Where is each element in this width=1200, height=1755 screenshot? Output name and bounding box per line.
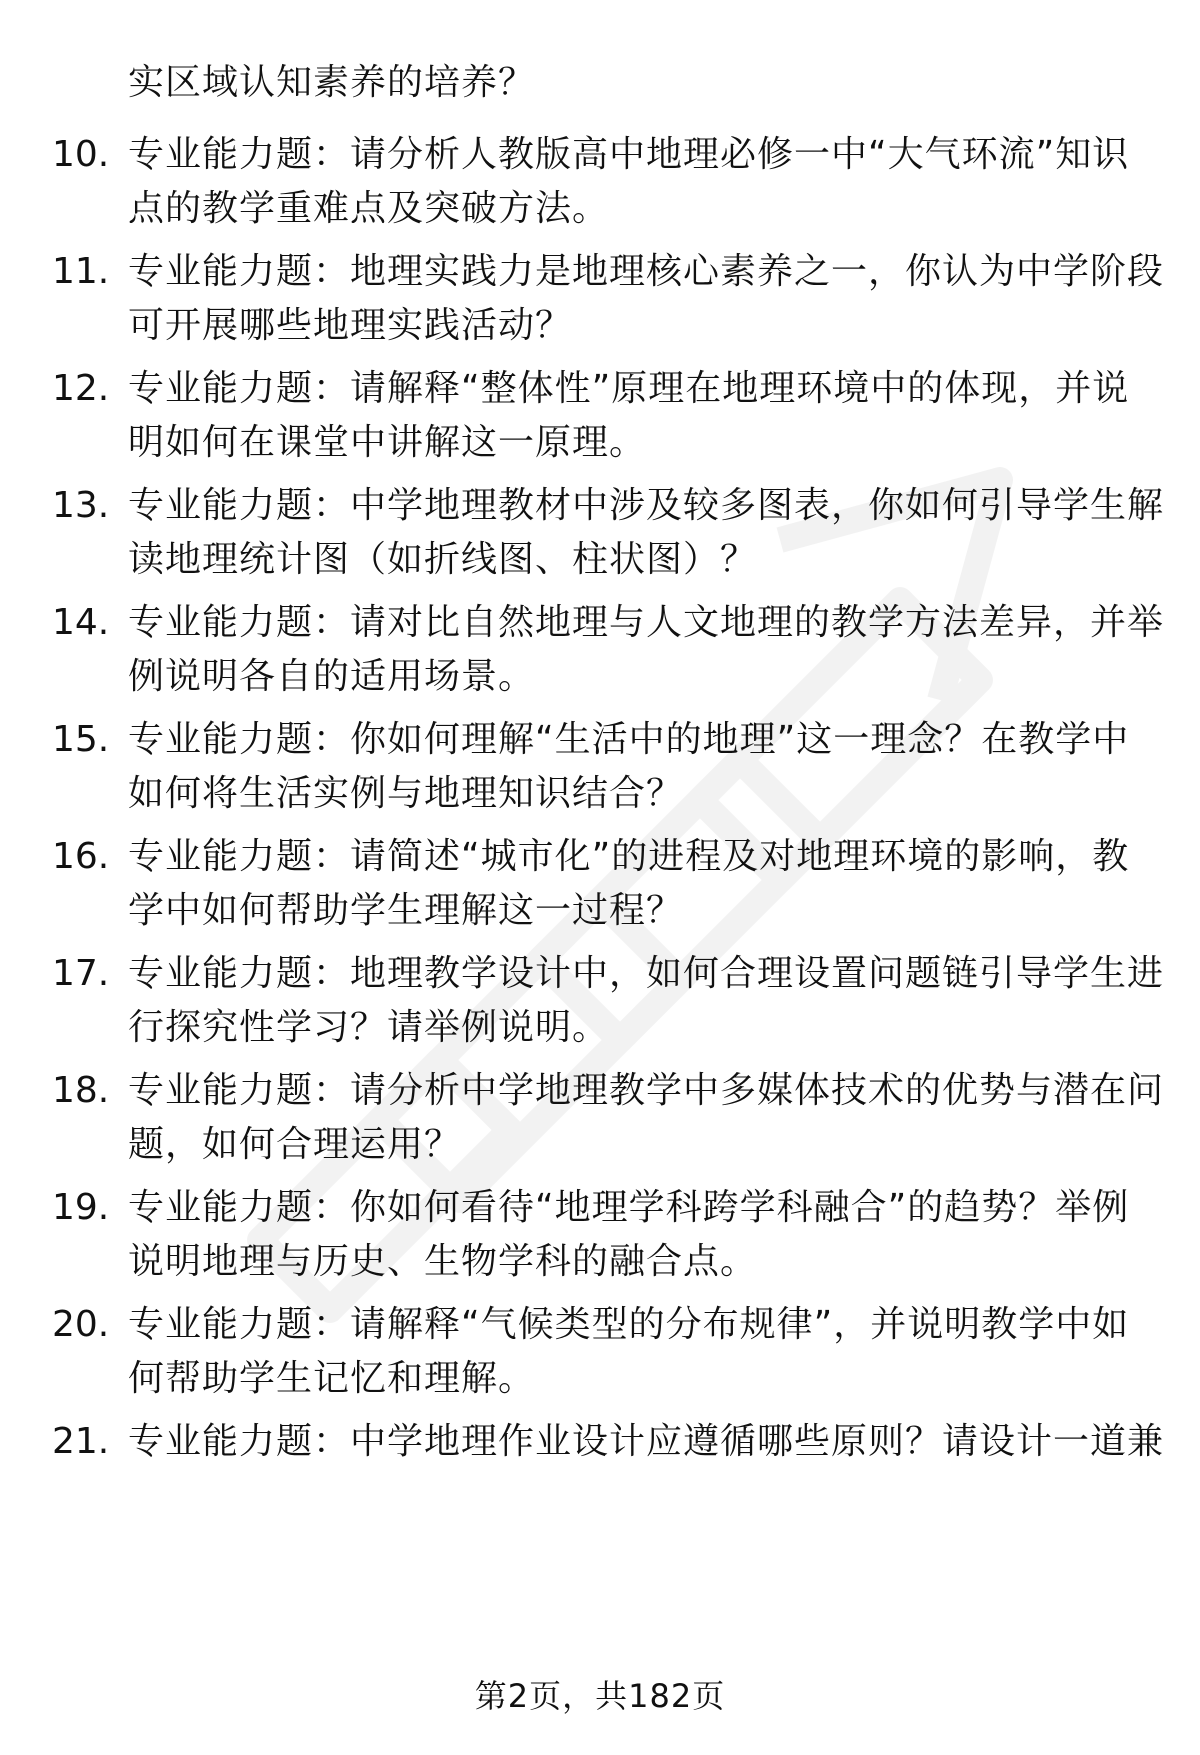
question-text xyxy=(128,713,1140,821)
question-number: 16. xyxy=(52,836,110,877)
question-text-line: 专业能力题：请分析中学地理教学中多媒体技术的优势与潜在问 xyxy=(128,1070,1165,1111)
question-text-line: 专业能力题：地理教学设计中，如何合理设置问题链引导学生进 xyxy=(128,953,1165,994)
question-text xyxy=(128,947,1165,1055)
question-text-line: 专业能力题：中学地理作业设计应遵循哪些原则？请设计一道兼 xyxy=(128,1421,1165,1462)
question-text-line: 如何将生活实例与地理知识结合？ xyxy=(128,773,684,814)
question-text-line: 专业能力题：地理实践力是地理核心素养之一，你认为中学阶段 xyxy=(128,251,1165,292)
question-number: 19. xyxy=(52,1187,110,1228)
question-number: 14. xyxy=(52,602,110,643)
question-text-line: 行探究性学习？请举例说明。 xyxy=(128,1007,610,1048)
question-text xyxy=(128,1298,1140,1406)
question-text xyxy=(128,596,1165,704)
question-text xyxy=(128,245,1165,353)
question-text-line: 专业能力题：请简述“城市化”的进程及对地理环境的影响，教 xyxy=(128,836,1130,877)
question-number: 11. xyxy=(52,251,110,292)
question-text-line: 可开展哪些地理实践活动？ xyxy=(128,305,573,346)
question-text-line: 读地理统计图（如折线图、柱状图）？ xyxy=(128,539,758,580)
page-footer: 第2页，共182页 xyxy=(474,1677,726,1715)
question-text-line: 专业能力题：请解释“整体性”原理在地理环境中的体现，并说 xyxy=(128,368,1130,409)
question-text xyxy=(128,479,1165,587)
question-text-line: 点的教学重难点及突破方法。 xyxy=(128,188,610,229)
question-text-line: 专业能力题：请解释“气候类型的分布规律”，并说明教学中如 xyxy=(128,1304,1130,1345)
question-text xyxy=(128,1064,1165,1172)
question-number: 21. xyxy=(52,1421,110,1462)
question-text xyxy=(128,128,1140,236)
question-text xyxy=(128,830,1140,938)
question-text-line: 明如何在课堂中讲解这一原理。 xyxy=(128,422,647,463)
question-number: 20. xyxy=(52,1304,110,1345)
question-text-line: 专业能力题：请分析人教版高中地理必修一中“大气环流”知识 xyxy=(128,134,1130,175)
question-text-line: 说明地理与历史、生物学科的融合点。 xyxy=(128,1241,758,1282)
question-text-line: 专业能力题：你如何理解“生活中的地理”这一理念？在教学中 xyxy=(128,719,1130,760)
question-text-line: 何帮助学生记忆和理解。 xyxy=(128,1358,536,1399)
question-text xyxy=(128,1181,1140,1289)
question-text xyxy=(128,362,1140,470)
question-number: 15. xyxy=(52,719,110,760)
continuation-line: 实区域认知素养的培养？ xyxy=(128,62,536,103)
question-number: 17. xyxy=(52,953,110,994)
question-text xyxy=(128,1415,1165,1469)
question-number: 18. xyxy=(52,1070,110,1111)
question-text-line: 学中如何帮助学生理解这一过程？ xyxy=(128,890,684,931)
question-text-line: 题，如何合理运用？ xyxy=(128,1124,462,1165)
question-number: 12. xyxy=(52,368,110,409)
question-text-line: 例说明各自的适用场景。 xyxy=(128,656,536,697)
question-text-line: 专业能力题：请对比自然地理与人文地理的教学方法差异，并举 xyxy=(128,602,1165,643)
question-number: 10. xyxy=(52,134,110,175)
question-text-line: 专业能力题：你如何看待“地理学科跨学科融合”的趋势？举例 xyxy=(128,1187,1130,1228)
question-number: 13. xyxy=(52,485,110,526)
question-text-line: 专业能力题：中学地理教材中涉及较多图表，你如何引导学生解 xyxy=(128,485,1165,526)
